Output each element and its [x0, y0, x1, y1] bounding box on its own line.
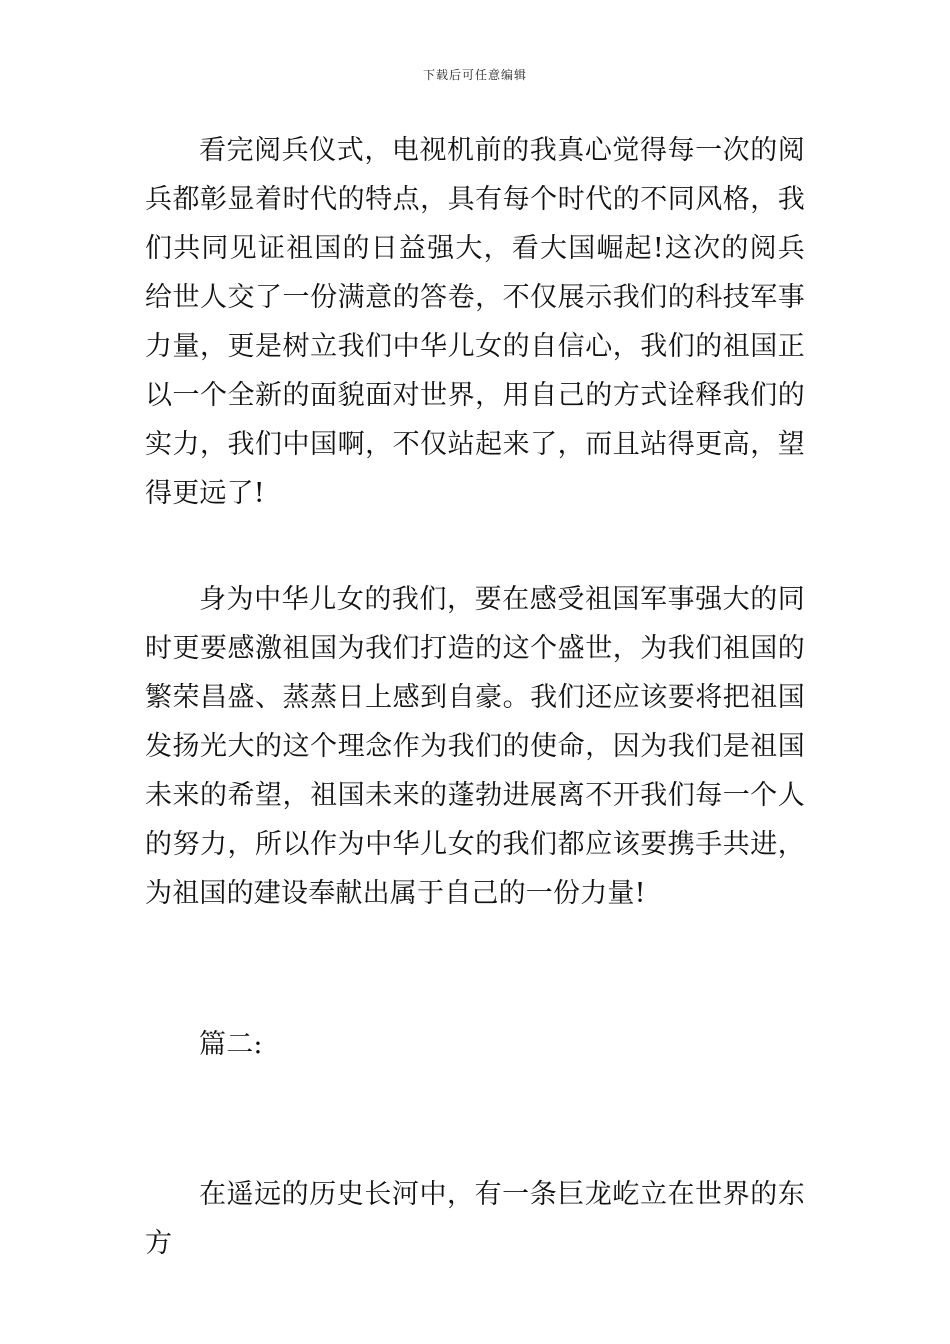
header-note: 下载后可任意编辑: [422, 68, 527, 82]
paragraph-2: 身为中华儿女的我们，要在感受祖国军事强大的同时更要感激祖国为我们打造的这个盛世，为我们祖国的繁荣昌盛、蒸蒸日上感到自豪。我们还应该要将把祖国发扬光大的这个理念作为我们的使命，因为我们是祖国未来的希望，祖国未来的蓬勃进展离不开我们每一个人的努力，所以作为中华儿女的我们都应该要携手共进，为祖国的建设奉献出属于自己的一份力量!: [145, 584, 805, 909]
paragraph-3: 在遥远的历史长河中，有一条巨龙屹立在世界的东方: [145, 1179, 805, 1259]
section-heading: 篇二:: [199, 1029, 263, 1060]
paragraph-1: 看完阅兵仪式，电视机前的我真心觉得每一次的阅兵都彰显着时代的特点，具有每个时代的不同风格，我们共同见证祖国的日益强大，看大国崛起!这次的阅兵给世人交了一份满意的答卷，不仅展示我们的科技军事力量，更是树立我们中华儿女的自信心，我们的祖国正以一个全新的面貌面对世界，用自己的方式诠释我们的实力，我们中国啊，不仅站起来了，而且站得更高，望得更远了!: [145, 135, 805, 509]
